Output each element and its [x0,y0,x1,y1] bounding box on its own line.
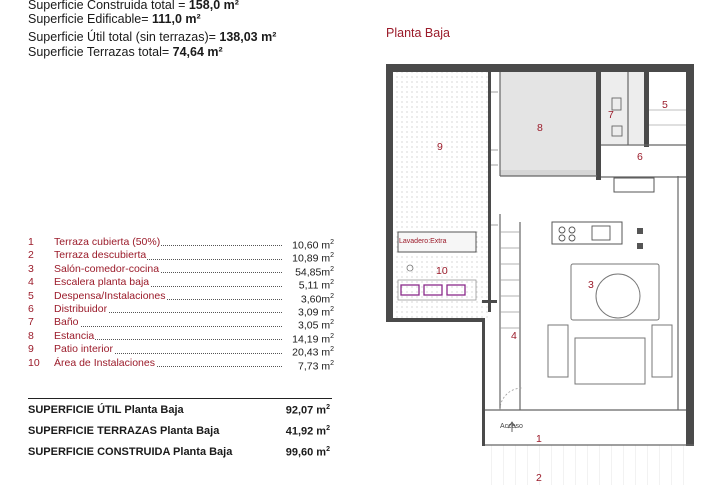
summary-line-4: Superficie Terrazas total= 74,64 m² [28,45,223,59]
room-row: 4 Escalera planta baja 5,11 $m^2$ [28,276,334,292]
total-construida: SUPERFICIE CONSTRUIDA Planta Baja 99,60 $m^2$ [28,446,330,459]
room-label-8: 8 [537,122,543,134]
total-terrazas: SUPERFICIE TERRAZAS Planta Baja 41,92 $m^2$ [28,425,330,438]
room-label-4: 4 [511,330,517,342]
room-label-7: 7 [608,109,614,121]
room-label-5: 5 [662,99,668,111]
stairs [500,232,520,328]
room-label-1: 1 [536,433,542,445]
estancia-floor [500,72,597,170]
room-row: 2 Terraza descubierta 10,89 $m^2$ [28,249,334,265]
summary-line-3: Superficie Útil total (sin terrazas)= 138,03 m² [28,30,277,44]
room-label-2: 2 [536,472,542,484]
room-row: 3 Salón-comedor-cocina $54,85m^2$ [28,262,334,279]
room-row: 1 Terraza cubierta (50%) 10,60 $m^2$ [28,236,334,252]
room-row: 6 Distribuidor 3,09 $m^2$ [28,302,334,319]
sofas [548,325,672,384]
room-row: 7 Baño 3,05 $m^2$ [28,316,334,332]
dining-set [571,264,659,320]
room-row: 5 Despensa/Instalaciones $3,60m^2$ [28,289,334,306]
lavadero-label: Lavadero:Extra [399,238,447,245]
summary-line-2: Superficie Edificable= 111,0 m² [28,12,201,26]
patio-floor [393,72,488,318]
room-row: 9 Patio interior 20,43 $m^2$ [28,343,334,359]
room-label-9: 9 [437,141,443,153]
room-label-10: 10 [436,265,448,277]
acceso-label: Acceso [500,423,523,430]
plan-title: Planta Baja [386,26,450,40]
room-label-6: 6 [637,151,643,163]
room-row: 10 Área de Instalaciones 7,73 $m^2$ [28,356,334,373]
summary-line-1: Superficie Construida total = 158,0 m² [28,0,239,12]
total-util: SUPERFICIE ÚTIL Planta Baja 92,07 $m^2$ [28,404,330,417]
room-label-3: 3 [588,279,594,291]
terrace-floor [482,445,694,485]
room-row: 8 Estancia 14,19 $m^2$ [28,329,334,346]
